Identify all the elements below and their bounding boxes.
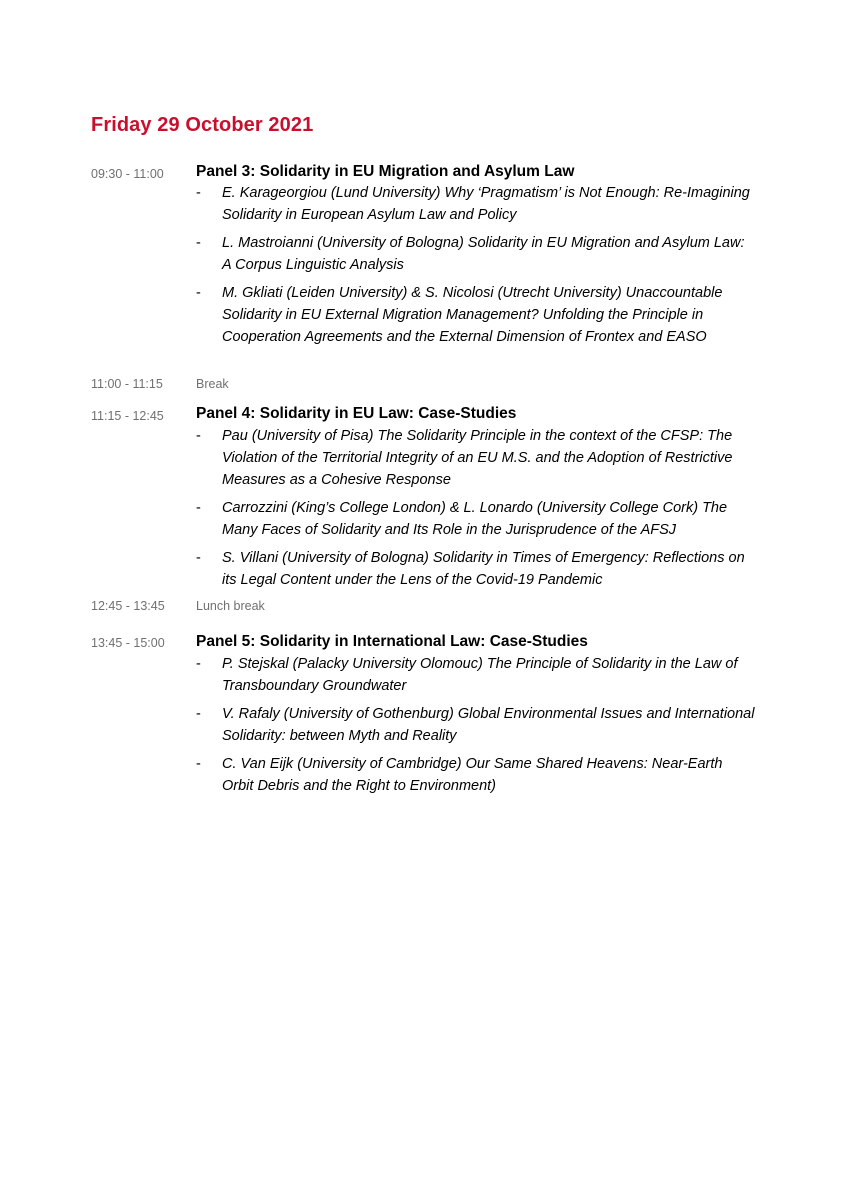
talk-text: C. Van Eijk (University of Cambridge) Our Same Shared Heavens: Near-Earth Orbit Debris and the Right to Environment): [222, 756, 723, 794]
session-time: 13:45 - 15:00: [91, 636, 165, 650]
list-dash: -: [196, 428, 201, 444]
break-label: Lunch break: [196, 599, 265, 613]
talk-item: [196, 547, 756, 591]
panel-title: Panel 5: Solidarity in International Law: Case-Studies: [196, 633, 588, 650]
list-dash: -: [196, 285, 201, 301]
list-dash: -: [196, 185, 201, 201]
talk-text: P. Stejskal (Palacky University Olomouc) The Principle of Solidarity in the Law of Transboundary Groundwater: [222, 656, 738, 694]
talk-text: V. Rafaly (University of Gothenburg) Global Environmental Issues and International Solidarity: between Myth and Reality: [222, 706, 755, 744]
talk-text: L. Mastroianni (University of Bologna) Solidarity in EU Migration and Asylum Law: A Corpus Linguistic Analysis: [222, 235, 745, 273]
list-dash: -: [196, 706, 201, 722]
talk-list: [196, 653, 756, 803]
list-dash: -: [196, 550, 201, 566]
talk-text: M. Gkliati (Leiden University) & S. Nicolosi (Utrecht University) Unaccountable Solidarity in EU External Migration Management? Unfolding the Principle in Cooperation Agreements and the External Dimension of Frontex and EASO: [222, 285, 723, 345]
session-time: 12:45 - 13:45: [91, 599, 165, 613]
talk-text: Carrozzini (King’s College London) & L. Lonardo (University College Cork) The Many Faces of Solidarity and Its Role in the Jurisprudence of the AFSJ: [222, 500, 728, 538]
session-time: 09:30 - 11:00: [91, 167, 164, 181]
session-time: 11:00 - 11:15: [91, 377, 163, 391]
talk-item: [196, 753, 756, 797]
talk-item: [196, 282, 756, 348]
talk-item: [196, 497, 756, 541]
session-time: 11:15 - 12:45: [91, 409, 164, 423]
talk-list: [196, 425, 756, 597]
list-dash: -: [196, 235, 201, 251]
talk-item: [196, 182, 756, 226]
talk-list: [196, 182, 756, 354]
panel-title: Panel 4: Solidarity in EU Law: Case-Studies: [196, 405, 517, 422]
list-dash: -: [196, 500, 201, 516]
list-dash: -: [196, 656, 201, 672]
talk-text: S. Villani (University of Bologna) Solidarity in Times of Emergency: Reflections on its Legal Content under the Lens of the Covid-19 Pandemic: [222, 550, 745, 588]
break-label: Break: [196, 377, 229, 391]
day-heading: Friday 29 October 2021: [91, 114, 314, 136]
panel-title: Panel 3: Solidarity in EU Migration and Asylum Law: [196, 163, 575, 180]
talk-item: [196, 653, 756, 697]
talk-item: [196, 703, 756, 747]
list-dash: -: [196, 756, 201, 772]
talk-text: Pau (University of Pisa) The Solidarity Principle in the context of the CFSP: The Violation of the Territorial Integrity of an EU M.S. and the Adoption of Restrictive Measures as a Cohesive Response: [222, 428, 733, 488]
talk-item: [196, 425, 756, 491]
talk-text: E. Karageorgiou (Lund University) Why ‘Pragmatism’ is Not Enough: Re-Imagining Solidarity in European Asylum Law and Policy: [222, 185, 750, 223]
talk-item: [196, 232, 756, 276]
